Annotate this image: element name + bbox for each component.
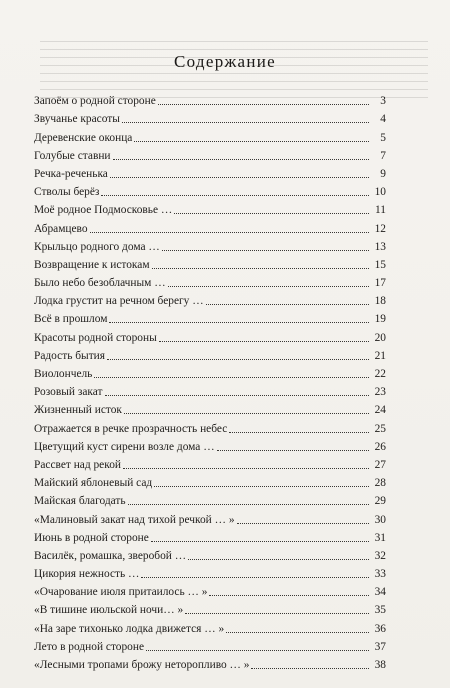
toc-entry-page-number: 28: [374, 477, 386, 490]
toc-entry: [34, 454, 386, 472]
toc-entry-page-number: 25: [374, 422, 386, 435]
toc-entry: [34, 599, 386, 617]
dot-leader: [162, 249, 369, 251]
toc-entry: [34, 290, 386, 308]
toc-entry-title: «Очарование июля притаилось … »: [34, 586, 208, 599]
toc-entry-title: «На заре тихонько лодка движется … »: [34, 622, 225, 635]
toc-entry: [34, 617, 386, 635]
toc-entry-title: Крыльцо родного дома …: [34, 240, 160, 253]
toc-entry-page-number: 4: [380, 113, 386, 126]
toc-entry-page-number: 31: [374, 531, 386, 544]
toc-entry-page-number: 37: [374, 640, 386, 653]
toc-entry-title: Радость бытия: [34, 349, 106, 362]
toc-entry-page-number: 32: [374, 549, 386, 562]
toc-entry-title: «В тишине июльской ночи… »: [34, 604, 184, 617]
dot-leader: [237, 522, 369, 524]
toc-entry-page-number: 27: [374, 458, 386, 471]
toc-entry-page-number: 21: [374, 349, 386, 362]
toc-entry-page-number: 12: [374, 222, 386, 235]
toc-entry-page-number: 15: [374, 258, 386, 271]
toc-entry-page-number: 13: [374, 240, 386, 253]
dot-leader: [209, 594, 369, 596]
toc-entry: [34, 472, 386, 490]
dot-leader: [122, 121, 369, 123]
dot-leader: [146, 649, 369, 651]
toc-entry-title: Голубые ставни: [34, 149, 111, 162]
dot-leader: [152, 267, 369, 269]
toc-entry: [34, 490, 386, 508]
toc-entry-title: Василёк, ромашка, зверобой …: [34, 549, 187, 562]
toc-entry-page-number: 18: [374, 295, 386, 308]
toc-entry: [34, 236, 386, 254]
toc-entry: [34, 563, 386, 581]
toc-entry-page-number: 35: [374, 604, 386, 617]
toc-entry-page-number: 24: [374, 404, 386, 417]
toc-entry-title: Речка-реченька: [34, 167, 108, 180]
toc-entry-title: Деревенские оконца: [34, 131, 133, 144]
page-title: Содержание: [173, 52, 277, 71]
toc-entry-page-number: 11: [375, 204, 386, 217]
dot-leader: [94, 376, 369, 378]
dot-leader: [185, 612, 369, 614]
dot-leader: [206, 303, 369, 305]
toc-entry: [34, 545, 386, 563]
dot-leader: [158, 103, 369, 105]
toc-entry: [34, 108, 386, 126]
toc-entry-title: Рассвет над рекой: [34, 458, 121, 471]
toc-entry: [34, 508, 386, 526]
dot-leader: [107, 358, 369, 360]
toc-entry: [34, 363, 386, 381]
dot-leader: [217, 449, 369, 451]
dot-leader: [188, 558, 369, 560]
toc-entry-title: Стволы берёз: [34, 186, 100, 199]
toc-entry-page-number: 33: [374, 568, 386, 581]
toc-entry: [34, 326, 386, 344]
toc-entry-page-number: 9: [380, 167, 386, 180]
toc-entry-title: Запоём о родной стороне: [34, 95, 156, 108]
toc-entry: [34, 126, 386, 144]
toc-entry: [34, 527, 386, 545]
toc-entry: [34, 145, 386, 163]
toc-entry-page-number: 17: [374, 277, 386, 290]
toc-entry: [34, 199, 386, 217]
toc-entry-title: Июнь в родной стороне: [34, 531, 149, 544]
toc-entry: [34, 272, 386, 290]
toc-entry-page-number: 22: [374, 368, 386, 380]
toc-entry: [34, 581, 386, 599]
toc-entry-page-number: 5: [380, 131, 386, 144]
toc-entry-title: Красоты родной стороны: [34, 331, 157, 344]
toc-entry-page-number: 36: [374, 622, 386, 635]
toc-entry-page-number: 38: [374, 659, 386, 671]
toc-entry-page-number: 10: [374, 186, 386, 199]
toc-entry: [34, 399, 386, 417]
dot-leader: [229, 431, 369, 433]
toc-entry-title: Лодка грустит на речном берегу …: [34, 295, 204, 308]
toc-entry-title: Абрамцево: [34, 222, 88, 235]
toc-entry-title: Майская благодать: [34, 495, 126, 508]
toc-entry: [34, 217, 386, 235]
toc-entry-title: Цикория нежность …: [34, 568, 140, 581]
toc-entry: [34, 654, 386, 672]
toc-entry-title: «Малиновый закат над тихой речкой … »: [34, 513, 235, 526]
toc-entry-title: Розовый закат: [34, 386, 103, 399]
toc-entry-title: Возвращение к истокам: [34, 258, 150, 271]
toc-entry-page-number: 29: [374, 495, 386, 508]
toc-entry-title: Было небо безоблачным …: [34, 277, 166, 290]
toc-entry-page-number: 26: [374, 440, 386, 453]
toc-entry-title: Жизненный исток: [34, 404, 122, 417]
dot-leader: [134, 140, 369, 142]
toc-entry-page-number: 34: [374, 586, 386, 599]
toc-entry: [34, 381, 386, 399]
dot-leader: [123, 467, 369, 469]
toc-entry-title: «Лесными тропами брожу неторопливо … »: [34, 659, 250, 671]
dot-leader: [124, 412, 369, 414]
table-of-contents: [34, 90, 386, 672]
toc-entry-title: Всё в прошлом: [34, 313, 108, 326]
toc-entry-title: Звучанье красоты: [34, 113, 120, 126]
toc-entry: [34, 90, 386, 108]
toc-entry: [34, 345, 386, 363]
dot-leader: [174, 212, 369, 214]
toc-entry: [34, 181, 386, 199]
dot-leader: [128, 503, 369, 505]
toc-entry: [34, 308, 386, 326]
dot-leader: [151, 540, 369, 542]
toc-entry: [34, 254, 386, 272]
toc-entry-page-number: 30: [374, 513, 386, 526]
dot-leader: [141, 576, 369, 578]
dot-leader: [226, 631, 369, 633]
dot-leader: [168, 285, 369, 287]
toc-entry-page-number: 20: [374, 331, 386, 344]
toc-entry-title: Майский яблоневый сад: [34, 477, 153, 490]
dot-leader: [154, 485, 369, 487]
dot-leader: [109, 321, 369, 323]
dot-leader: [251, 667, 369, 669]
dot-leader: [113, 158, 369, 160]
dot-leader: [105, 394, 369, 396]
toc-entry-page-number: 19: [374, 313, 386, 326]
dot-leader: [110, 176, 369, 178]
toc-entry-page-number: 23: [374, 386, 386, 399]
toc-entry: [34, 636, 386, 654]
dot-leader: [101, 194, 369, 196]
toc-entry-page-number: 7: [380, 149, 386, 162]
toc-entry-title: Отражается в речке прозрачность небес: [34, 422, 228, 435]
toc-entry-title: Виолончель: [34, 368, 93, 380]
toc-entry-title: Моё родное Подмосковье …: [34, 204, 173, 217]
toc-entry: [34, 163, 386, 181]
dot-leader: [90, 231, 369, 233]
dot-leader: [159, 340, 369, 342]
toc-entry-page-number: 3: [380, 95, 386, 108]
toc-entry-title: Цветущий куст сирени возле дома …: [34, 440, 215, 453]
toc-entry-title: Лето в родной стороне: [34, 640, 145, 653]
toc-entry: [34, 436, 386, 454]
toc-entry: [34, 417, 386, 435]
